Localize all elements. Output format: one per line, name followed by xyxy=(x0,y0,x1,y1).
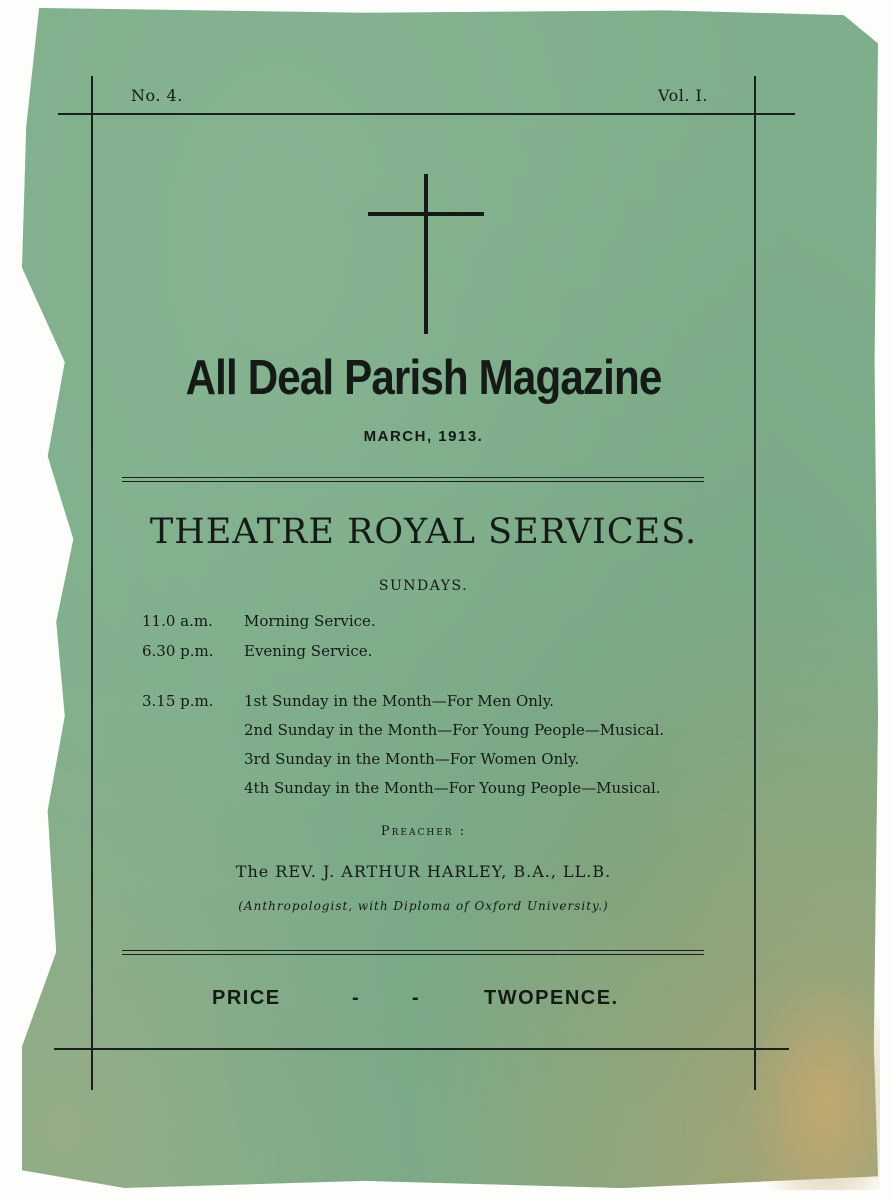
double-rule-divider xyxy=(122,950,704,955)
price-value: TWOPENCE. xyxy=(484,987,619,1009)
frame-rule-top xyxy=(58,113,795,115)
magazine-title: All Deal Parish Magazine xyxy=(185,351,662,405)
service-description: Morning Service. xyxy=(244,612,376,630)
volume-number: Vol. I. xyxy=(658,86,708,105)
issue-date: MARCH, 1913. xyxy=(363,428,484,445)
service-time: 6.30 p.m. xyxy=(142,642,214,660)
price-separator: - xyxy=(412,987,421,1009)
service-description: Evening Service. xyxy=(244,642,373,660)
service-description: 4th Sunday in the Month—For Young People—Musical. xyxy=(244,779,661,797)
preacher-credential: (Anthropologist, with Diploma of Oxford University.) xyxy=(238,899,609,913)
preacher-label: Preacher : xyxy=(380,824,467,839)
frame-rule-bottom xyxy=(54,1048,789,1050)
service-description: 3rd Sunday in the Month—For Women Only. xyxy=(244,750,580,768)
price-separator: - xyxy=(352,987,361,1009)
service-time: 3.15 p.m. xyxy=(142,692,214,710)
service-time: 11.0 a.m. xyxy=(142,612,213,630)
cross-icon xyxy=(360,172,490,337)
services-heading: THEATRE ROYAL SERVICES. xyxy=(149,512,698,552)
service-description: 1st Sunday in the Month—For Men Only. xyxy=(244,692,554,710)
service-description: 2nd Sunday in the Month—For Young People—Musical. xyxy=(244,721,665,739)
frame-rule-right xyxy=(754,76,756,1090)
issue-number: No. 4. xyxy=(131,86,183,105)
water-stain xyxy=(748,970,880,1190)
preacher-name: The REV. J. ARTHUR HARLEY, B.A., LL.B. xyxy=(235,862,612,881)
price-label: PRICE xyxy=(212,987,281,1009)
double-rule-divider xyxy=(122,477,704,482)
sundays-subheading: SUNDAYS. xyxy=(378,578,469,594)
